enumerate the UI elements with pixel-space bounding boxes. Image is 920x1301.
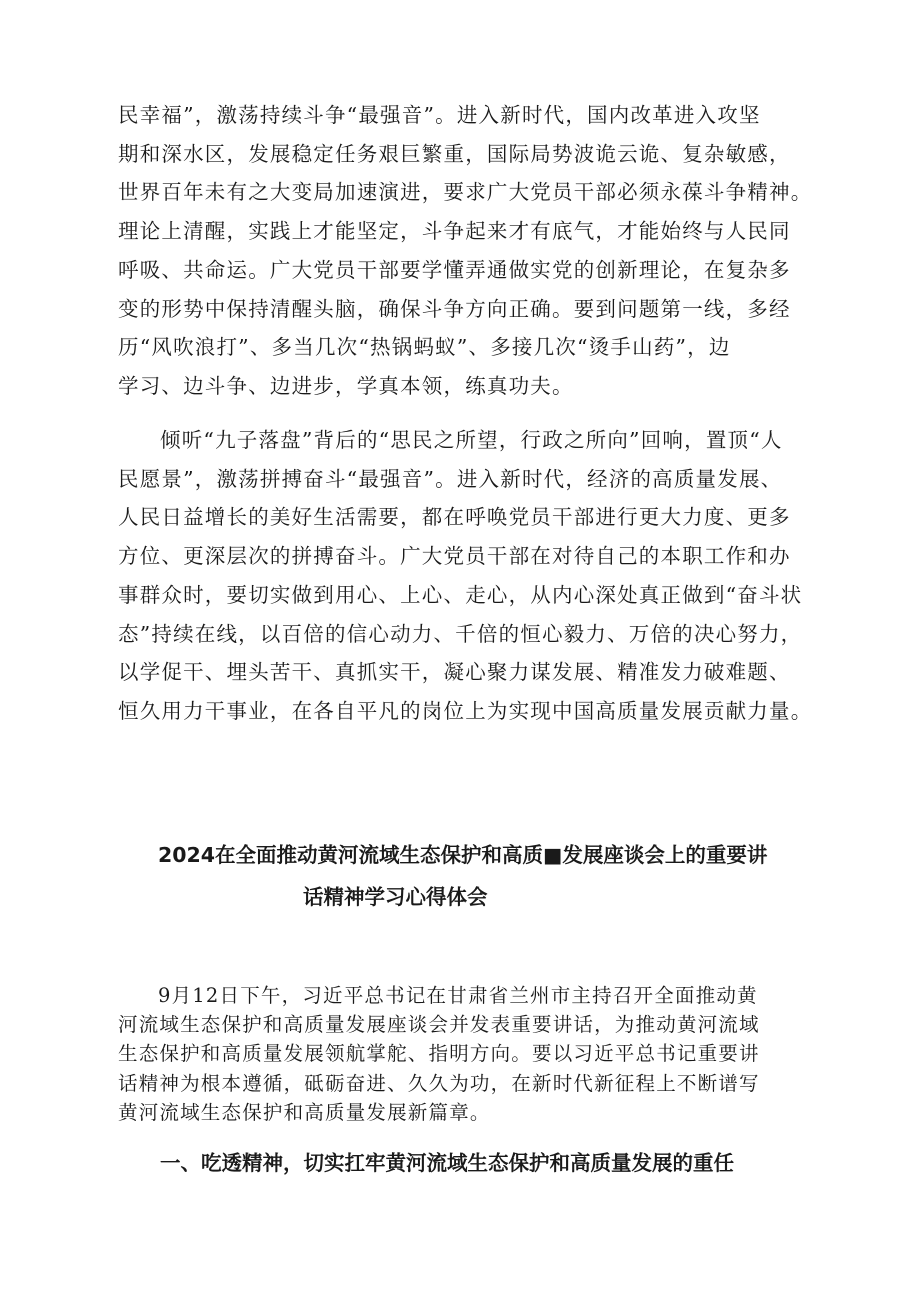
paragraph-line: 话精神为根本遵循，砥砺奋进、久久为功，在新时代新征程上不断谱写: [118, 1071, 760, 1095]
paragraph-line: 恒久用力干事业，在各自平凡的岗位上为实现中国高质量发展贡献力量。: [118, 698, 813, 723]
paragraph-line: 事群众时，要切实做到用心、上心、走心，从内心深处真正做到“奋斗状: [118, 582, 803, 607]
paragraph-line: 变的形势中保持清醒头脑，确保斗争方向正确。要到问题第一线，多经: [118, 296, 791, 321]
body-paragraph-2: [118, 421, 840, 731]
paragraph-line: 河流域生态保护和高质量发展座谈会并发表重要讲话，为推动黄河流域: [118, 1013, 760, 1037]
paragraph-line: 理论上清醒，实践上才能坚定，斗争起来才有底气，才能始终与人民同: [118, 219, 791, 244]
article-title: [0, 834, 920, 918]
paragraph-line: 世界百年未有之大变局加速演进，要求广大党员干部必须永葆斗争精神。: [118, 180, 813, 205]
body-paragraph-1: [118, 96, 840, 406]
paragraph-line: 人民日益增长的美好生活需要，都在呼唤党员干部进行更大力度、更多: [118, 505, 791, 530]
paragraph-line: 民愿景”，激荡拼搏奋斗“最强音”。进入新时代，经济的高质量发展、: [118, 466, 783, 491]
article-title-line-1: 2024在全面推动黄河流域生态保护和高质■发展座谈会上的重要讲: [158, 843, 768, 867]
paragraph-line: 历“风吹浪打”、多当几次“热锅蚂蚁”、多接几次“烫手山药”，边: [118, 335, 731, 360]
paragraph-line: 以学促干、埋头苦干、真抓实干，凝心聚力谋发展、精准发力破难题、: [118, 660, 791, 685]
body-paragraph-3: [118, 981, 840, 1127]
paragraph-line: 期和深水区，发展稳定任务艰巨繁重，国际局势波诡云诡、复杂敏感，: [118, 141, 791, 166]
paragraph-line: 黄河流域生态保护和高质量发展新篇章。: [118, 1100, 491, 1124]
article-title-line-2: 话精神学习心得体会: [303, 885, 488, 909]
paragraph-line: 9月12日下午，习近平总书记在甘肃省兰州市主持召开全面推动黄: [158, 984, 758, 1007]
paragraph-line: 态”持续在线，以百倍的信心动力、千倍的恒心毅力、万倍的决心努力，: [118, 621, 803, 646]
paragraph-line: 生态保护和高质量发展领航掌舵、指明方向。要以习近平总书记重要讲: [118, 1042, 760, 1066]
paragraph-line: 方位、更深层次的拼搏奋斗。广大党员干部在对待自己的本职工作和办: [118, 544, 791, 569]
paragraph-line: 学习、边斗争、边进步，学真本领，练真功夫。: [118, 373, 574, 398]
paragraph-line: 呼吸、共命运。广大党员干部要学懂弄通做实党的创新理论，在复杂多: [118, 257, 791, 282]
section-heading-1: 一、吃透精神，切实扛牢黄河流域生态保护和高质量发展的重任: [160, 1151, 734, 1175]
paragraph-line: 倾听“九子落盘”背后的“思民之所望，行政之所向”回响，置顶“人: [160, 428, 783, 452]
paragraph-line: 民幸福”，激荡持续斗争“最强音”。进入新时代，国内改革进入攻坚: [118, 103, 761, 127]
